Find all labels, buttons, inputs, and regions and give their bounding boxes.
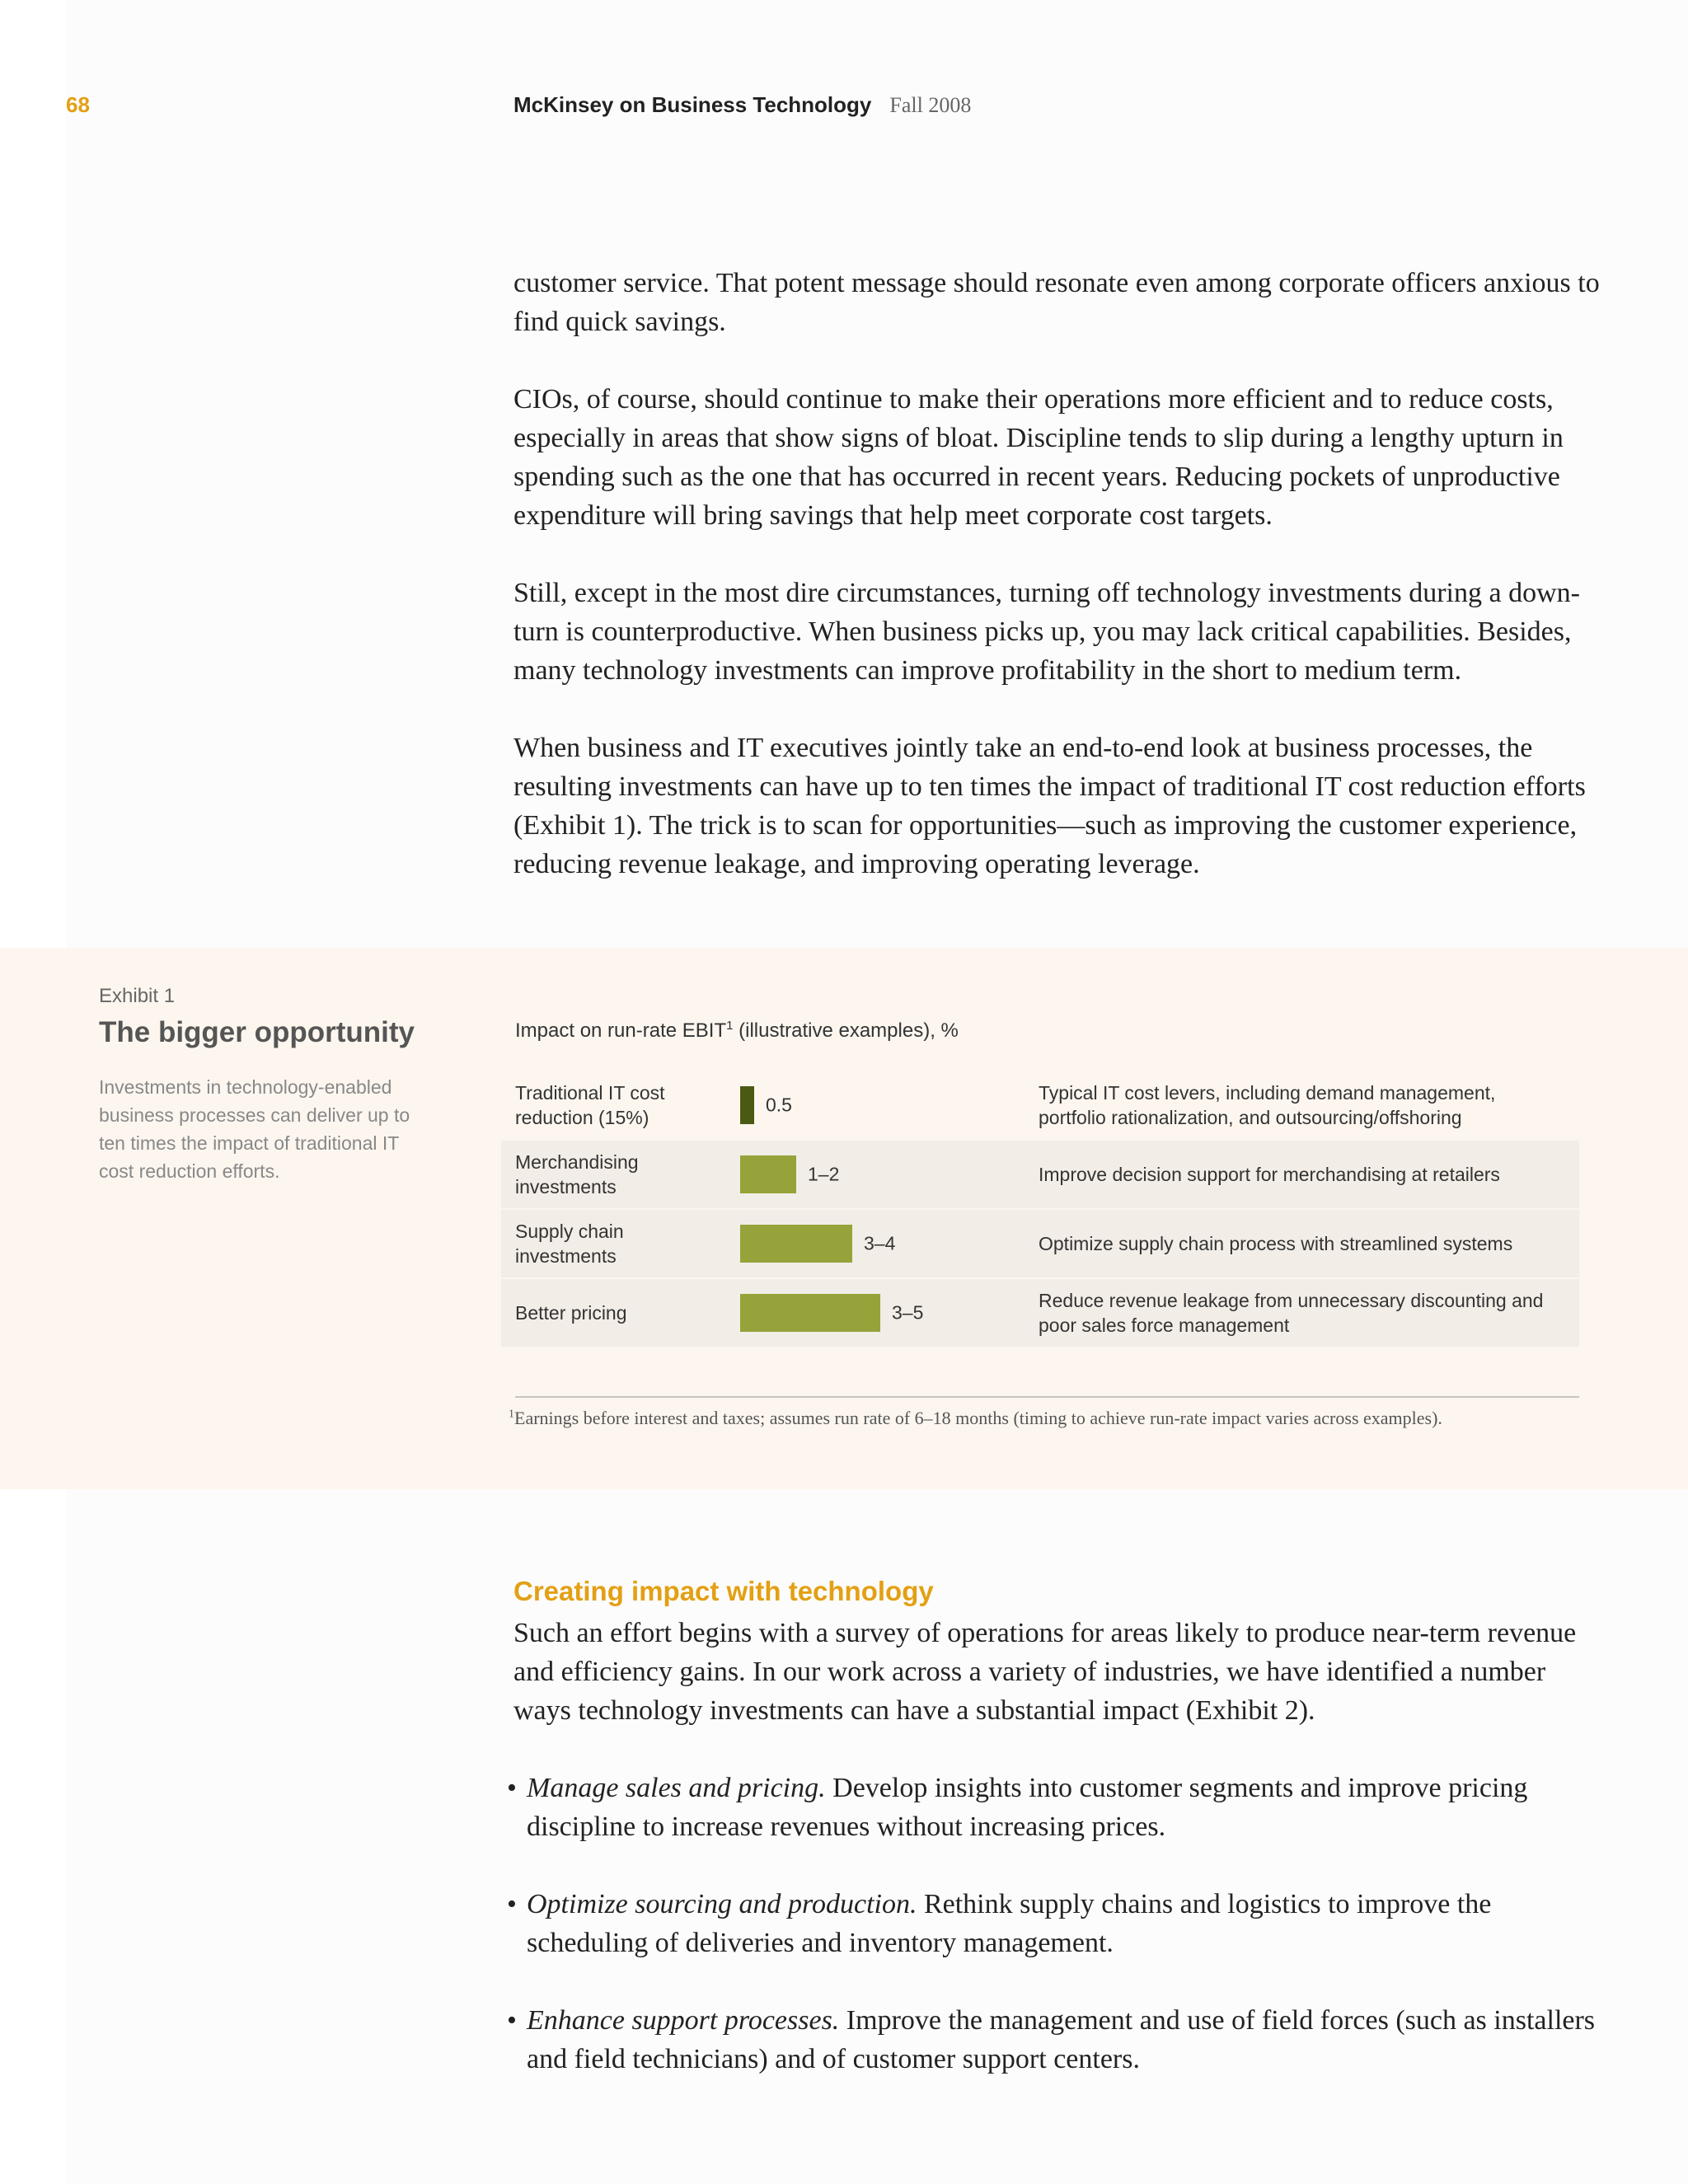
category-description: Optimize supply chain process with streamlined systems [1039,1233,1513,1254]
list-item [504,1769,1609,1846]
bullet-text: Develop insights into customer segments and improve pricing discipline to increase revenues without increasing prices. [527,1773,1528,1842]
section-intro [513,1614,1610,1730]
article-body-top [513,264,1610,883]
bar [740,1155,796,1193]
chart-row [501,1071,1579,1139]
exhibit-title: The bigger opportunity [99,1016,415,1048]
category-label: Better pricing [515,1302,627,1324]
running-header [513,92,971,118]
chart-subtitle [515,1019,959,1043]
bar [740,1294,880,1332]
paragraph: customer service. That potent message should resonate even among corporate officers anxious to find quick savings. [513,268,1600,337]
bar-chart [501,1071,1579,1348]
chart-subtitle-main: Impact on run-rate EBIT [515,1019,727,1042]
footnote-divider [515,1396,1579,1398]
chart-subtitle-rest: (illustrative examples), % [733,1019,959,1042]
category-label: Supply chain investments [515,1221,624,1267]
exhibit-sidebar [99,984,445,1185]
list-item [504,2001,1609,2079]
category-label: Merchandising investments [515,1151,639,1197]
bar-value-label: 3–5 [892,1301,924,1324]
paragraph: When business and IT executives jointly take an end-to-end look at business processes, the resulting investments can have up to ten times the impact of traditional IT cost reduction efforts (Exhibit 1). The trick is to scan for opportunities—such as improving the customer experience, reducing revenue leakage, and improving operating leverage. [513,733,1586,879]
paragraph: CIOs, of course, should continue to make their operations more efficient and to reduce costs, especially in areas that show signs of bloat. Discipline tends to slip during a lengthy upturn in spending such as the one that has occurred in recent years. Reducing pockets of unproductive expenditure will bring savings that help meet corporate cost targets. [513,384,1564,531]
exhibit-footnote [509,1408,1588,1429]
chart-row [501,1141,1579,1208]
publication-title: McKinsey on Business Technology [513,92,872,117]
paragraph: Still, except in the most dire circumstances, turning off technology investments during a down-turn is counterproductive. When business picks up, you may lack critical capabilities. Besides, many technology investments can improve profitability in the short to medium term. [513,578,1580,686]
exhibit-description: Investments in technology-enabled business processes can deliver up to ten times the impact of traditional IT cost reduction efforts. [99,1076,410,1182]
bullet-list [504,1769,1609,2117]
exhibit-label: Exhibit 1 [99,985,176,1007]
paragraph: Such an effort begins with a survey of operations for areas likely to produce near-term revenue and efficiency gains. In our work across a variety of industries, we have identified a number ways technology investments can have a substantial impact (Exhibit 2). [513,1618,1577,1726]
page-number: 68 [66,92,90,117]
list-item [504,1885,1609,1962]
bar-value-label: 3–4 [864,1232,896,1254]
bar-value-label: 0.5 [766,1094,792,1116]
chart-row [501,1279,1579,1347]
chart-row [501,1210,1579,1277]
category-description: Improve decision support for merchandising at retailers [1039,1164,1500,1185]
exhibit-panel [0,948,1688,1489]
bar [740,1225,852,1263]
footnote-text: Earnings before interest and taxes; assumes run rate of 6–18 months (timing to achieve run-rate impact varies across examples). [514,1408,1442,1428]
bullet-lead: Optimize sourcing and production. [527,1889,917,1919]
category-description: Reduce revenue leakage from unnecessary discounting and poor sales force management [1039,1290,1544,1336]
bar-value-label: 1–2 [808,1163,840,1185]
chart-subtitle-footnote-marker: 1 [726,1019,734,1033]
section-heading: Creating impact with technology [513,1576,934,1606]
bullet-lead: Enhance support processes. [527,2005,840,2036]
category-description: Typical IT cost levers, including demand management, portfolio rationalization, and outsourcing/offshoring [1039,1082,1496,1128]
bar [740,1086,754,1124]
bullet-text: Rethink supply chains and logistics to improve the scheduling of deliveries and inventory management. [527,1889,1492,1958]
category-label: Traditional IT cost reduction (15%) [515,1082,665,1128]
bullet-lead: Manage sales and pricing. [527,1773,826,1803]
bullet-text: Improve the management and use of field forces (such as installers and field technicians) and of customer support centers. [527,2005,1596,2074]
footnote-marker: 1 [509,1408,514,1421]
issue-date: Fall 2008 [889,93,972,117]
